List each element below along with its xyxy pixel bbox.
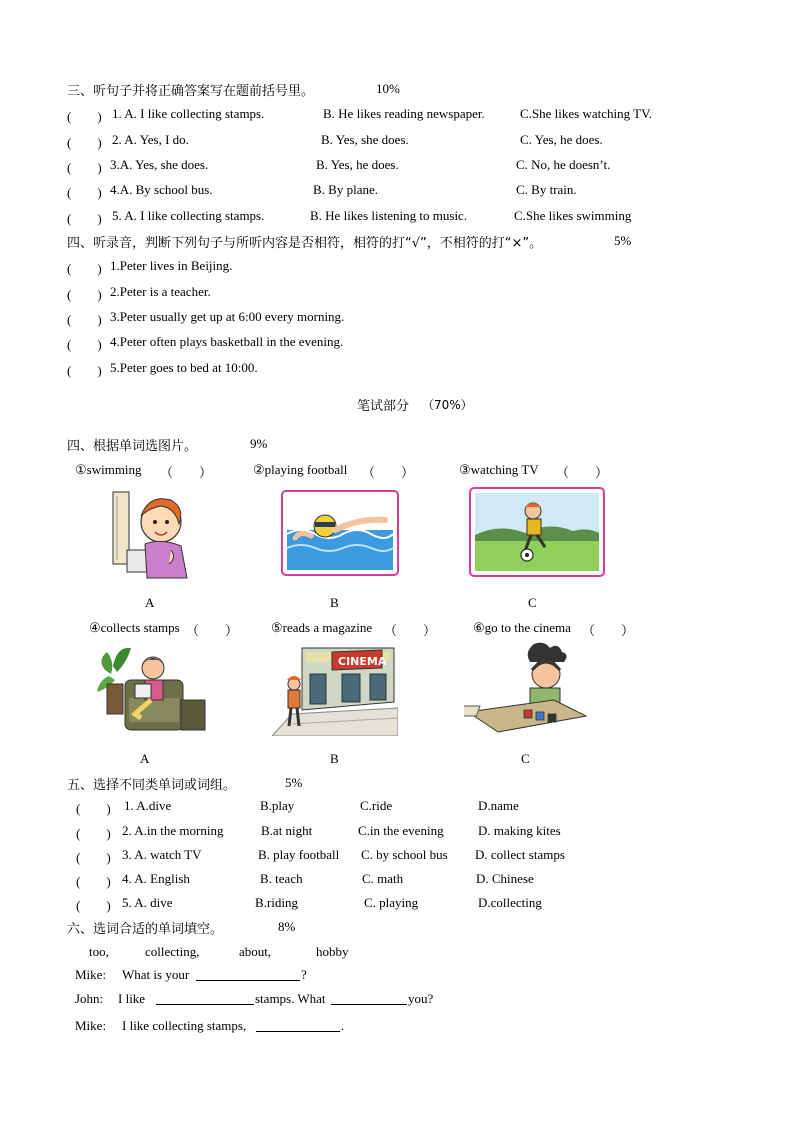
question-row (0, 309, 793, 327)
speaker: Mike: (75, 967, 107, 982)
computer-child-picture (105, 488, 197, 580)
option-c: C. Yes, he does. (520, 132, 603, 147)
question-row (0, 871, 793, 889)
picture-letters-row-1 (0, 595, 793, 613)
section4b-score: 9% (250, 436, 268, 451)
question-row (0, 334, 793, 352)
option-b: B. teach (260, 871, 303, 886)
option-a: 1. A.dive (124, 798, 172, 813)
answer-paren[interactable]: ( ) (67, 160, 102, 175)
reading-girl-picture (95, 640, 211, 736)
section3-score: 10% (376, 81, 400, 96)
answer-paren[interactable]: （ ） (362, 466, 415, 481)
option-c: C.in the evening (358, 823, 444, 838)
option-a: 3. A. watch TV (122, 847, 202, 862)
picture-letter: B (330, 595, 339, 610)
section5-score: 5% (285, 775, 303, 790)
question-row (0, 258, 793, 276)
dialog-text: What is your (122, 967, 190, 982)
option-b: B. By plane. (313, 182, 378, 197)
option-c: C.She likes swimming (514, 208, 632, 223)
section4a-title: 四、听录音，判断下列句子与所听内容是否相符，相符的打“√”，不相符的打“×”。 (67, 236, 543, 251)
word-bank-item: about, (239, 944, 272, 959)
option-c: C. by school bus (361, 847, 448, 862)
section4b-title: 四、根据单词选图片。 (67, 439, 198, 454)
option-a: 5. A. dive (122, 895, 173, 910)
option-a: 3.A. Yes, she does. (110, 157, 209, 172)
question-row (0, 847, 793, 865)
picture-letters-row-2 (0, 751, 793, 769)
answer-paren[interactable]: ( ) (76, 801, 111, 816)
question-row (0, 208, 793, 226)
picture-letter: C (521, 751, 530, 766)
question-row (0, 106, 793, 124)
dialog-text: I like collecting stamps, (122, 1018, 247, 1033)
answer-paren[interactable]: （ ） (186, 624, 239, 639)
dialog-line (0, 991, 793, 1009)
answer-paren[interactable]: ( ) (67, 312, 102, 327)
option-b: B. He likes listening to music. (310, 208, 468, 223)
word-label: ⑤reads a magazine (271, 620, 373, 635)
option-b: B. He likes reading newspaper. (323, 106, 485, 121)
question-row (0, 132, 793, 150)
option-b: B. Yes, he does. (316, 157, 399, 172)
option-a: 2. A.in the morning (122, 823, 224, 838)
option-b: B.riding (255, 895, 298, 910)
answer-paren[interactable]: ( ) (76, 898, 111, 913)
answer-paren[interactable]: ( ) (67, 211, 102, 226)
option-b: B.at night (261, 823, 313, 838)
answer-paren[interactable]: ( ) (76, 826, 111, 841)
option-a: 4. A. English (122, 871, 190, 886)
word-bank-item: hobby (316, 944, 349, 959)
word-row-2 (0, 620, 793, 638)
cinema-picture (272, 644, 398, 736)
dialog-text: ? (301, 967, 307, 982)
option-a: 4.A. By school bus. (110, 182, 213, 197)
dialog-text: . (341, 1018, 345, 1033)
word-label: ⑥go to the cinema (473, 620, 571, 635)
answer-paren[interactable]: （ ） (160, 466, 213, 481)
answer-paren[interactable]: （ ） (556, 466, 609, 481)
dialog-line (0, 967, 793, 985)
word-label: ①swimming (75, 462, 142, 477)
option-d: D. Chinese (476, 871, 534, 886)
written-part-score: （70%） (422, 398, 473, 412)
option-c: C.She likes watching TV. (520, 106, 653, 121)
option-b: B. play football (258, 847, 340, 862)
section4a-score: 5% (614, 233, 632, 248)
answer-paren[interactable]: ( ) (67, 337, 102, 352)
option-d: D.name (478, 798, 519, 813)
option-d: D. collect stamps (475, 847, 565, 862)
cinema-sign-text: CINEMA (338, 655, 387, 668)
question-row (0, 182, 793, 200)
speaker: John: (75, 991, 104, 1006)
question-row (0, 798, 793, 816)
statement: 2.Peter is a teacher. (110, 284, 211, 299)
section3-title: 三、听句子并将正确答案写在题前括号里。 (67, 84, 315, 99)
option-a: 1. A. I like collecting stamps. (112, 106, 265, 121)
stamps-child-picture (464, 640, 590, 738)
answer-paren[interactable]: （ ） (384, 624, 437, 639)
option-c: C. No, he doesn’t. (516, 157, 611, 172)
statement: 4.Peter often plays basketball in the evening. (110, 334, 344, 349)
answer-paren[interactable]: ( ) (76, 850, 111, 865)
answer-paren[interactable]: ( ) (67, 185, 102, 200)
option-a: 5. A. I like collecting stamps. (112, 208, 265, 223)
picture-letter: C (528, 595, 537, 610)
answer-paren[interactable]: ( ) (67, 109, 102, 124)
fill-blank[interactable] (256, 1019, 340, 1032)
fill-blank[interactable] (156, 992, 254, 1005)
picture-letter: B (330, 751, 339, 766)
dialog-text: you? (408, 991, 434, 1006)
option-b: B.play (260, 798, 295, 813)
answer-paren[interactable]: ( ) (67, 363, 102, 378)
option-a: 2. A. Yes, I do. (112, 132, 189, 147)
word-label: ④collects stamps (89, 620, 180, 635)
dialog-line (0, 1018, 793, 1036)
statement: 1.Peter lives in Beijing. (110, 258, 233, 273)
question-row (0, 360, 793, 378)
word-label: ②playing football (253, 462, 348, 477)
question-row (0, 895, 793, 913)
option-c: C. By train. (516, 182, 577, 197)
section5-title: 五、选择不同类单词或词组。 (67, 778, 237, 793)
picture-letter: A (140, 751, 150, 766)
word-bank-item: too, (89, 944, 109, 959)
written-part-title: 笔试部分 (357, 399, 410, 414)
option-c: C.ride (360, 798, 393, 813)
option-b: B. Yes, she does. (321, 132, 409, 147)
answer-paren[interactable]: ( ) (76, 874, 111, 889)
word-bank (0, 944, 793, 962)
answer-paren[interactable]: ( ) (67, 287, 102, 302)
dialog-text: stamps. What (255, 991, 326, 1006)
speaker: Mike: (75, 1018, 107, 1033)
answer-paren[interactable]: （ ） (582, 624, 635, 639)
word-label: ③watching TV (459, 462, 539, 477)
option-c: C. playing (364, 895, 419, 910)
section6-title: 六、选词合适的单词填空。 (67, 922, 224, 937)
answer-paren[interactable]: ( ) (67, 135, 102, 150)
section6-score: 8% (278, 919, 296, 934)
question-row (0, 284, 793, 302)
word-row-1 (0, 462, 793, 480)
option-c: C. math (362, 871, 404, 886)
option-d: D. making kites (478, 823, 561, 838)
footballer-picture (469, 487, 605, 577)
statement: 3.Peter usually get up at 6:00 every morning. (110, 309, 345, 324)
picture-letter: A (145, 595, 155, 610)
option-d: D.collecting (478, 895, 542, 910)
question-row (0, 823, 793, 841)
swimmer-picture (281, 490, 399, 576)
fill-blank[interactable] (331, 992, 407, 1005)
word-bank-item: collecting, (145, 944, 200, 959)
statement: 5.Peter goes to bed at 10:00. (110, 360, 258, 375)
answer-paren[interactable]: ( ) (67, 261, 102, 276)
dialog-text: I like (118, 991, 146, 1006)
question-row (0, 157, 793, 175)
fill-blank[interactable] (196, 968, 300, 981)
